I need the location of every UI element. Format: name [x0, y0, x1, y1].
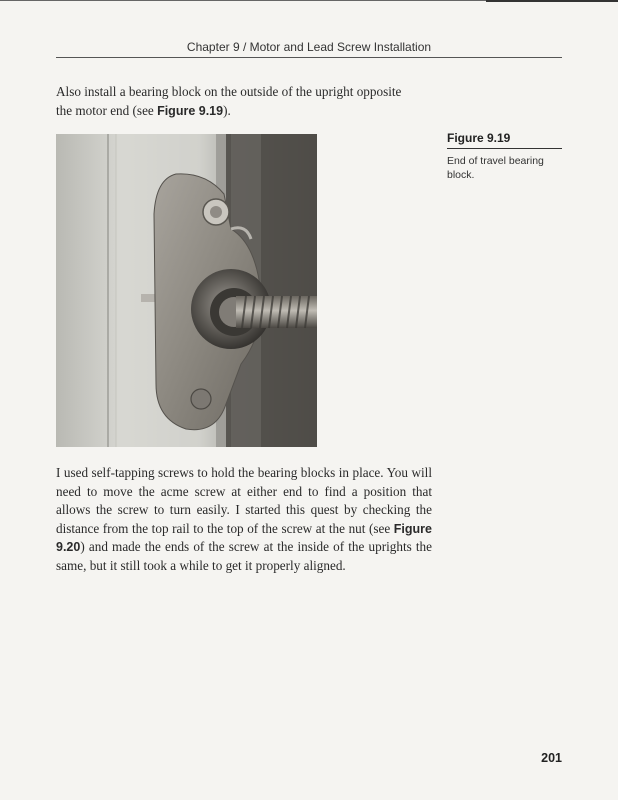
page-number: 201: [541, 751, 562, 765]
figure-caption: End of travel bearing block.: [447, 155, 544, 181]
figure-label: Figure 9.19: [447, 131, 511, 145]
paragraph-intro-line2-pre: the motor end (see: [56, 102, 158, 118]
top-edge-rule-dark: [486, 0, 618, 2]
figure-reference: Figure 9.19: [157, 103, 224, 118]
paragraph-body-part2: ) and made the ends of the screw at the inside of the uprights the same, but it still took a while to get it properly aligned.: [56, 539, 432, 573]
paragraph-intro-line2-post: ).: [223, 102, 231, 118]
header-rule: [56, 57, 562, 58]
paragraph-intro-line1: Also install a bearing block on the outside of the upright opposite: [56, 84, 402, 99]
paragraph-body-part1: I used self-tapping screws to hold the bearing blocks in place. You will need to move the acme screw at either end to find a position that allows the screw to turn easily. I started this quest by checking the distance from the top rail to the top of the screw at the nut (see: [56, 465, 432, 536]
paragraph-intro: [56, 83, 432, 120]
paragraph-body: [56, 464, 432, 575]
running-header: Chapter 9 / Motor and Lead Screw Installation: [186, 40, 432, 54]
figure-label-rule: [447, 148, 562, 149]
bearing-block-photo: [56, 134, 317, 447]
figure-reference: Figure 9.20: [56, 521, 432, 554]
